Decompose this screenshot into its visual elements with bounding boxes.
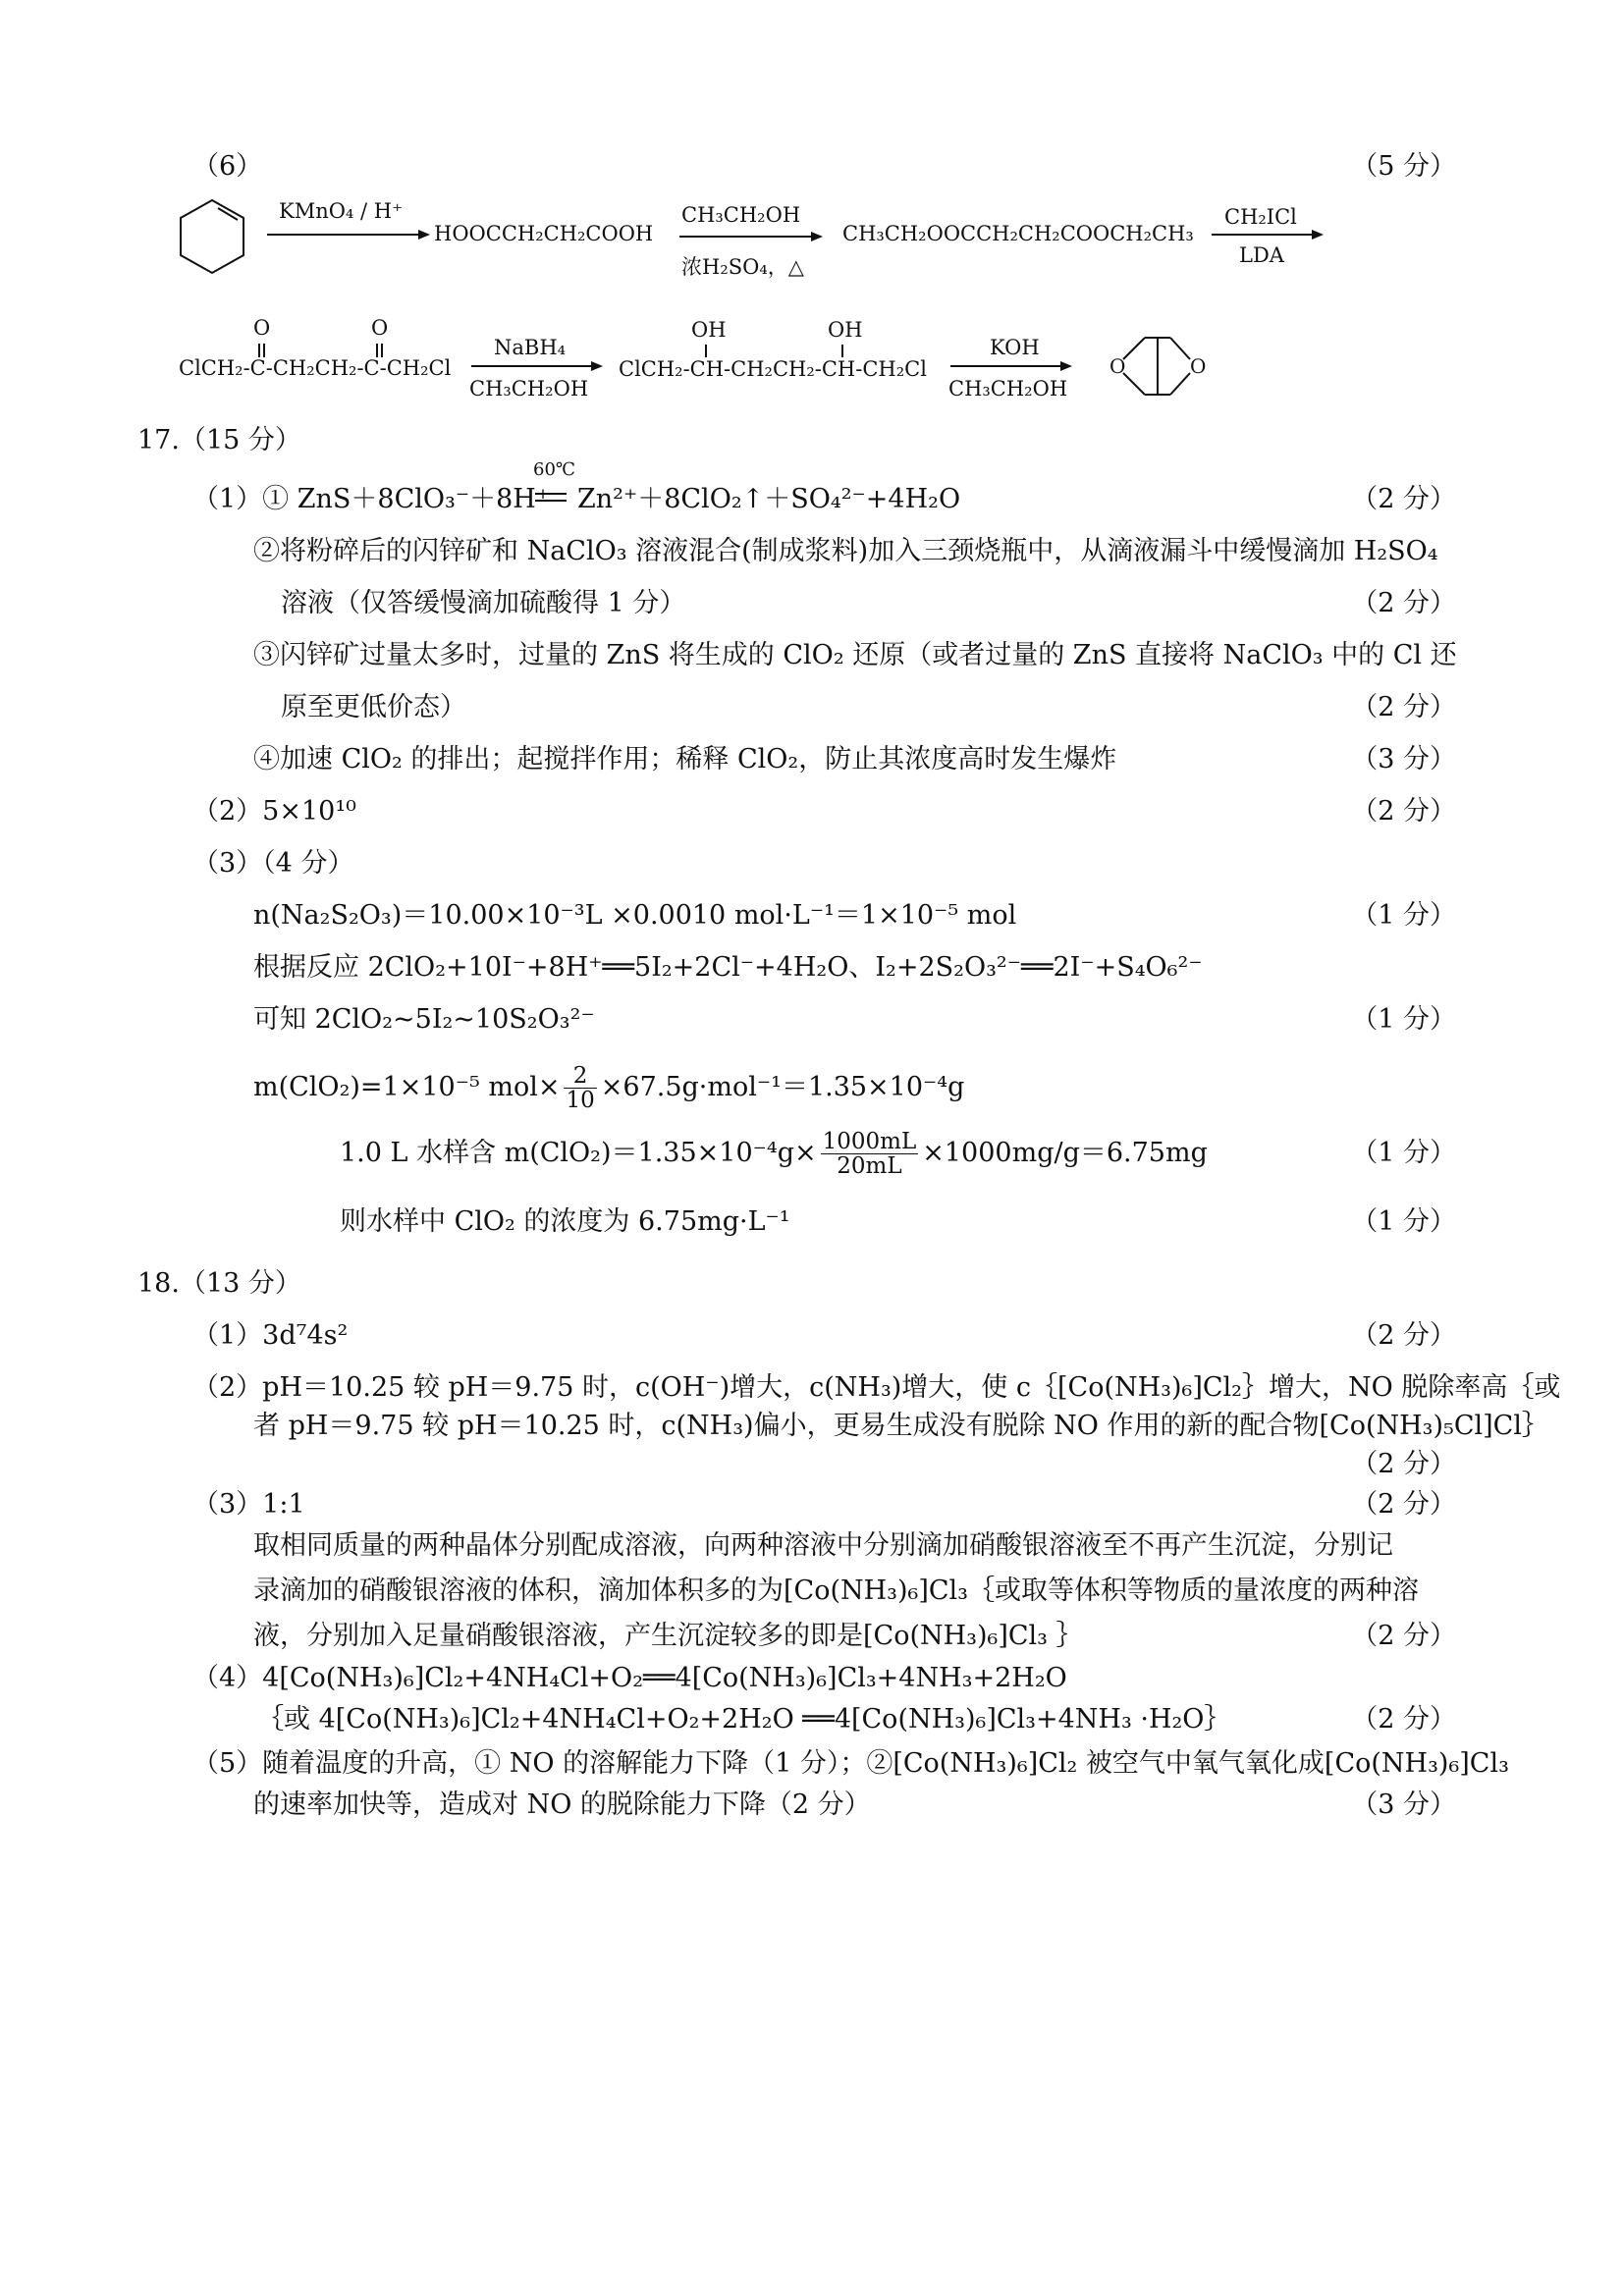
q17-3-6-score: （1 分） [1351,1206,1456,1237]
carbonyl-o-2: O [371,316,389,340]
q17-3-3-score: （1 分） [1351,1004,1456,1035]
q18-5-line2: 的速率加快等，造成对 NO 的脱除能力下降（2 分） [253,1789,871,1820]
q17-1-3-score: （2 分） [1351,692,1456,722]
arrow-5 [948,359,1076,373]
q17-1-3-line1: ③闪锌矿过量太多时，过量的 ZnS 将生成的 ClO₂ 还原（或者过量的 ZnS 直接将 NaClO₃ 中的 Cl 还 [253,640,1457,670]
q18-3-line3: 录滴加的硝酸银溶液的体积，滴加体积多的为[Co(NH₃)₆]Cl₃｛或取等体积等物质的量浓度的两种溶 [253,1575,1419,1606]
hydroxyl-1: OH [691,318,727,342]
q18-3-line4: 液，分别加入足量硝酸银溶液，产生沉淀较多的即是[Co(NH₃)₆]Cl₃ ｝ [253,1621,1083,1651]
reagent-ethanol: CH₃CH₂OH [681,203,801,227]
q18-2-score: （2 分） [1351,1449,1456,1479]
compound-succinic-acid: HOOCCH₂CH₂COOH [434,222,654,245]
ether-o-left: O [1109,354,1126,378]
q18-heading: 18.（13 分） [137,1268,301,1299]
fraction-numerator: 1000mL [822,1129,917,1154]
q17-3-line6: 则水样中 ClO₂ 的浓度为 6.75mg·L⁻¹ [340,1206,790,1237]
compound-dichloro-diketone: ClCH₂-C-CH₂CH₂-C-CH₂Cl [179,356,452,380]
arrow-1 [265,228,432,241]
q17-1-4-score: （3 分） [1351,744,1456,774]
bicyclic-ether-structure [1106,332,1208,400]
q17-3-line2: 根据反应 2ClO₂+10I⁻+8H⁺══5I₂+2Cl⁻+4H₂O、I₂+2S₂O₃²⁻══2I⁻+S₄O₆²⁻ [253,952,1203,983]
q17-1-equation-left: （1）① ZnS＋8ClO₃⁻＋8H⁺ [192,484,551,514]
q17-2-score: （2 分） [1351,796,1456,827]
q17-1-2-score: （2 分） [1351,588,1456,618]
q17-1-3-line2: 原至更低价态） [281,692,466,722]
q18-1-line: （1）3d⁷4s² [192,1320,349,1351]
q17-3-line4-b: ×67.5g·mol⁻¹＝1.35×10⁻⁴g [600,1072,965,1102]
reagent-ethanol-2: CH₃CH₂OH [469,377,589,400]
q18-3-score-a: （2 分） [1351,1489,1456,1520]
q17-3-line3: 可知 2ClO₂~5I₂~10S₂O₃²⁻ [253,1004,595,1035]
q17-3-line4-a: m(ClO₂)=1×10⁻⁵ mol× [253,1072,561,1102]
arrow-3 [1210,228,1327,241]
q17-1-2-line2: 溶液（仅答缓慢滴加硫酸得 1 分） [281,588,686,618]
carbonyl-o-1: O [253,316,271,340]
q17-3-line4 [253,1058,964,1117]
q17-2-line: （2）5×10¹⁰ [192,796,356,827]
q17-3-line5 [340,1124,1208,1183]
q17-1-1-score: （2 分） [1351,484,1456,514]
q18-5-line1: （5）随着温度的升高，① NO 的溶解能力下降（1 分）；②[Co(NH₃)₆]Cl₂ 被空气中氧气氧化成[Co(NH₃)₆]Cl₃ [192,1748,1509,1779]
q17-3-1-score: （1 分） [1351,900,1456,931]
q16-6-score: （5 分） [1351,151,1456,182]
q18-3-score-b: （2 分） [1351,1621,1456,1651]
arrow-2 [677,230,825,243]
fraction-denominator: 10 [566,1088,595,1113]
arrow-4 [469,359,607,373]
q17-3-line5-b: ×1000mg/g＝6.75mg [922,1138,1208,1168]
fraction-numerator: 2 [564,1064,596,1089]
q18-5-score: （3 分） [1351,1789,1456,1820]
reagent-ch2icl: CH₂ICl [1224,205,1297,229]
q18-3-line2: 取相同质量的两种晶体分别配成溶液，向两种溶液中分别滴加硝酸银溶液至不再产生沉淀，分别记 [253,1530,1393,1561]
q18-4-line1: （4）4[Co(NH₃)₆]Cl₂+4NH₄Cl+O₂══4[Co(NH₃)₆]Cl₃+4NH₃+2H₂O [192,1663,1067,1693]
reagent-koh: KOH [990,336,1040,359]
q17-1-2-line1: ②将粉碎后的闪锌矿和 NaClO₃ 溶液混合(制成浆料)加入三颈烧瓶中，从滴液漏斗中缓慢滴加 H₂SO₄ [253,536,1438,566]
reagent-lda: LDA [1239,243,1284,267]
q18-4-score: （2 分） [1351,1704,1456,1735]
q18-1-score: （2 分） [1351,1320,1456,1351]
q17-1-equals-sign [533,491,568,505]
fraction-1000ml-over-20ml [821,1130,919,1178]
q17-heading: 17.（15 分） [137,425,301,455]
q17-3-line5-a: 1.0 L 水样含 m(ClO₂)＝1.35×10⁻⁴g× [340,1138,817,1168]
q17-3-heading: （3）（4 分） [192,848,354,879]
fraction-denominator: 20mL [837,1153,902,1179]
q18-2-line1: （2）pH＝10.25 较 pH＝9.75 时，c(OH⁻)增大，c(NH₃)增大，使 c｛[Co(NH₃)₆]Cl₂｝增大，NO 脱除率高｛或 [192,1372,1561,1403]
compound-dichloro-diol: ClCH₂-CH-CH₂CH₂-CH-CH₂Cl [619,357,927,381]
q16-6-label: （6） [192,151,263,182]
reagent-kmno4: KMnO₄ / H⁺ [279,199,404,223]
q17-1-4-line: ④加速 ClO₂ 的排出；起搅拌作用；稀释 ClO₂，防止其浓度高时发生爆炸 [253,744,1117,774]
q17-3-line1: n(Na₂S₂O₃)＝10.00×10⁻³L ×0.0010 mol·L⁻¹＝1×10⁻⁵ mol [253,900,1017,931]
q18-2-line2: 者 pH＝9.75 较 pH＝10.25 时，c(NH₃)偏小，更易生成没有脱除 NO 作用的新的配合物[Co(NH₃)₅Cl]Cl｝ [253,1411,1548,1441]
q17-1-condition: 60℃ [533,459,576,480]
cyclohexene-structure [173,196,251,279]
q17-1-equation-right: Zn²⁺＋8ClO₂↑＋SO₄²⁻+4H₂O [577,484,961,514]
fraction-2-over-10 [564,1064,596,1112]
ether-o-right: O [1190,354,1207,378]
reagent-nabh4: NaBH₄ [494,336,567,359]
reagent-ethanol-3: CH₃CH₂OH [948,377,1068,400]
q18-4-line2: ｛或 4[Co(NH₃)₆]Cl₂+4NH₄Cl+O₂+2H₂O ══4[Co(NH₃)₆]Cl₃+4NH₃ ·H₂O｝ [257,1704,1231,1735]
q18-3-line: （3）1:1 [192,1489,305,1520]
compound-diethyl-succinate: CH₃CH₂OOCCH₂CH₂COOCH₂CH₃ [842,222,1194,245]
reagent-sulfuric-acid: 浓H₂SO₄，△ [681,255,804,279]
hydroxyl-2: OH [828,318,863,342]
q17-3-5-score: （1 分） [1351,1138,1456,1168]
